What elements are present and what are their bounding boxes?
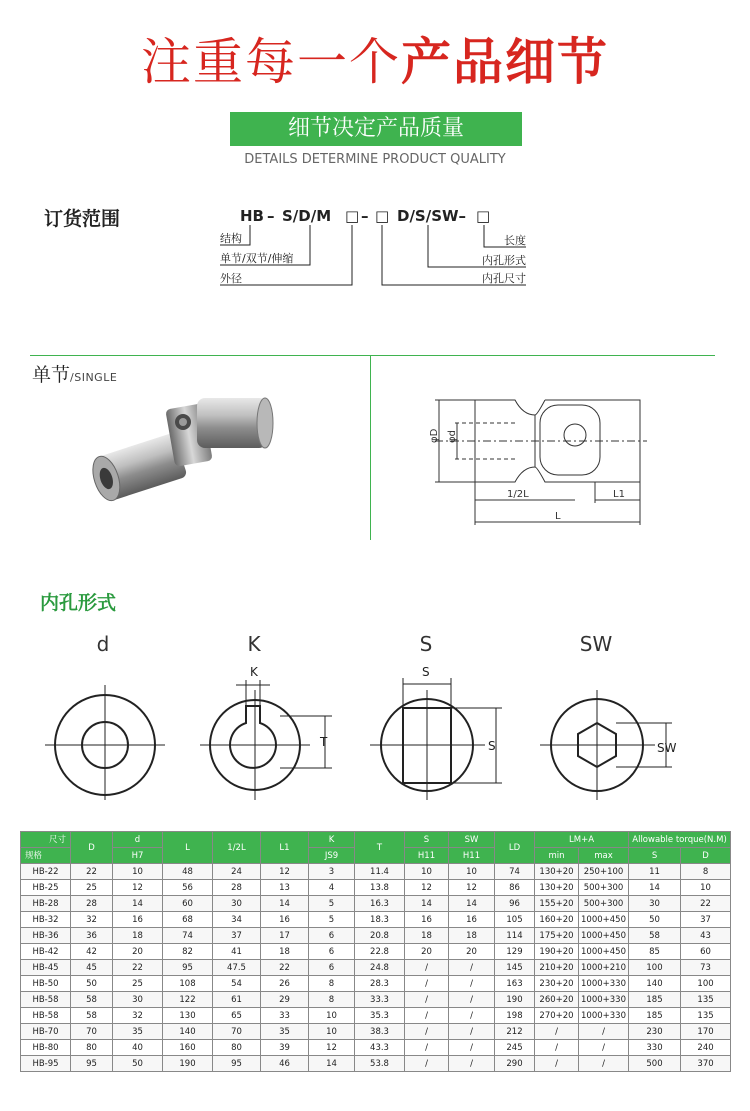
table-cell: 3 [309,864,355,880]
table-cell: 13 [261,880,309,896]
table-cell: 16.3 [355,896,405,912]
table-cell: 1000+450 [579,912,629,928]
table-cell: 14 [629,880,681,896]
table-cell: 10 [449,864,495,880]
table-cell: 155+20 [535,896,579,912]
table-cell: 61 [213,992,261,1008]
table-row [21,1008,731,1024]
table-cell: 212 [495,1024,535,1040]
table-cell: 114 [495,928,535,944]
table-cell: 130+20 [535,864,579,880]
table-cell: 210+20 [535,960,579,976]
dim-phi-d: φd [447,430,458,443]
table-row [21,1056,731,1072]
table-cell: 10 [309,1008,355,1024]
table-cell: 95 [163,960,213,976]
table-cell: 22 [71,864,113,880]
table-cell: 30 [629,896,681,912]
table-cell: 73 [681,960,731,976]
single-subtitle: /SINGLE [70,371,118,384]
table-cell: 70 [71,1024,113,1040]
table-cell: / [449,1024,495,1040]
table-cell: 18 [261,944,309,960]
table-cell: 1000+330 [579,1008,629,1024]
table-cell: 260+20 [535,992,579,1008]
table-cell: HB-32 [21,912,71,928]
table-cell: 26 [261,976,309,992]
table-cell: 58 [71,992,113,1008]
table-cell: 1000+330 [579,976,629,992]
table-cell: / [405,1024,449,1040]
header-torque-D: D [681,848,731,864]
table-cell: HB-70 [21,1024,71,1040]
header-spec: 规格 [21,848,71,864]
table-cell: 25 [71,880,113,896]
dim-phi-D: φD [429,428,440,443]
table-cell: 100 [681,976,731,992]
table-cell: 18 [449,928,495,944]
table-cell: 16 [113,912,163,928]
table-cell: 17 [261,928,309,944]
title-part-1: 注重每一个 [141,33,401,91]
table-cell: 240 [681,1040,731,1056]
label-type: 单节/双节/伸缩 [220,252,294,265]
table-cell: 86 [495,880,535,896]
table-cell: / [535,1056,579,1072]
table-cell: 20 [405,944,449,960]
s-dim-label-side: S [488,739,496,753]
table-cell: / [449,976,495,992]
table-cell: 1000+450 [579,928,629,944]
label-length: 长度 [504,234,526,247]
table-cell: HB-58 [21,1008,71,1024]
code-box-1: □ [345,207,360,225]
k-dim-label: K [250,665,258,679]
table-cell: 22 [261,960,309,976]
header-min: min [535,848,579,864]
table-cell: 190 [495,992,535,1008]
table-cell: 22 [113,960,163,976]
dim-half-L: 1/2L [507,489,529,500]
table-cell: / [405,976,449,992]
table-row [21,864,731,880]
table-cell: 190+20 [535,944,579,960]
s-dim-label-top: S [422,665,430,679]
table-cell: 10 [681,880,731,896]
table-cell: 24.8 [355,960,405,976]
table-cell: 22 [681,896,731,912]
table-row [21,912,731,928]
table-cell: 20 [113,944,163,960]
table-cell: HB-22 [21,864,71,880]
table-cell: 54 [213,976,261,992]
table-cell: 8 [309,992,355,1008]
sw-dim-label: SW [657,741,677,755]
table-cell: 70 [213,1024,261,1040]
table-cell: 45 [71,960,113,976]
table-cell: 175+20 [535,928,579,944]
table-cell: 5 [309,896,355,912]
quality-banner: 细节决定产品质量 [230,112,522,146]
table-cell: / [449,1008,495,1024]
table-cell: 36 [71,928,113,944]
table-cell: 130 [163,1008,213,1024]
table-cell: 370 [681,1056,731,1072]
table-cell: 35 [261,1024,309,1040]
table-cell: 35.3 [355,1008,405,1024]
table-cell: 20.8 [355,928,405,944]
table-cell: 8 [681,864,731,880]
table-cell: 50 [113,1056,163,1072]
table-cell: 10 [405,864,449,880]
table-cell: HB-58 [21,992,71,1008]
table-cell: 74 [163,928,213,944]
header-LD: LD [495,832,535,864]
table-cell: 1000+210 [579,960,629,976]
table-cell: 4 [309,880,355,896]
table-cell: 140 [163,1024,213,1040]
header-S-tolerance: H11 [405,848,449,864]
table-cell: 6 [309,944,355,960]
table-cell: 85 [629,944,681,960]
table-cell: 185 [629,992,681,1008]
table-cell: 30 [213,896,261,912]
table-cell: 96 [495,896,535,912]
header-L1: L1 [261,832,309,864]
header-SW: SW [449,832,495,848]
table-cell: / [579,1040,629,1056]
table-cell: 190 [163,1056,213,1072]
table-cell: 185 [629,1008,681,1024]
table-cell: 95 [71,1056,113,1072]
header-d: d [113,832,163,848]
single-title: 单节 [32,364,71,386]
header-torque-S: S [629,848,681,864]
label-bore-size: 内孔尺寸 [482,272,526,285]
order-code-diagram [210,205,540,290]
table-cell: 130+20 [535,880,579,896]
header-d-tolerance: H7 [113,848,163,864]
table-cell: 65 [213,1008,261,1024]
table-cell: / [535,1024,579,1040]
table-cell: 10 [309,1024,355,1040]
table-cell: 43.3 [355,1040,405,1056]
table-cell: 60 [163,896,213,912]
code-sdm: S/D/M [282,207,332,225]
header-K-tolerance: JS9 [309,848,355,864]
table-cell: / [405,1008,449,1024]
label-structure: 结构 [220,232,242,245]
table-cell: 500+300 [579,880,629,896]
table-cell: HB-36 [21,928,71,944]
banner-subtitle: DETAILS DETERMINE PRODUCT QUALITY [244,152,506,167]
table-cell: / [449,960,495,976]
table-cell: 43 [681,928,731,944]
code-box-3: □ [476,207,491,225]
table-cell: / [449,992,495,1008]
header-L: L [163,832,213,864]
section-divider-vertical [370,355,371,540]
table-cell: 32 [71,912,113,928]
header-size: 尺寸 [21,832,71,848]
label-bore-form: 内孔形式 [482,254,526,267]
table-cell: 170 [681,1024,731,1040]
table-cell: 60 [681,944,731,960]
table-cell: 34 [213,912,261,928]
table-cell: / [405,1040,449,1056]
table-cell: HB-42 [21,944,71,960]
table-cell: 38.3 [355,1024,405,1040]
table-cell: 28 [213,880,261,896]
table-cell: 40 [113,1040,163,1056]
table-cell: 30 [113,992,163,1008]
single-joint-drawing [415,385,655,535]
table-cell: / [579,1024,629,1040]
table-cell: 29 [261,992,309,1008]
table-cell: 33 [261,1008,309,1024]
table-cell: 11.4 [355,864,405,880]
code-box-2: □ [375,207,390,225]
table-row [21,880,731,896]
table-cell: 100 [629,960,681,976]
table-cell: HB-95 [21,1056,71,1072]
table-cell: 108 [163,976,213,992]
table-cell: 245 [495,1040,535,1056]
header-S: S [405,832,449,848]
table-cell: HB-45 [21,960,71,976]
table-cell: 25 [113,976,163,992]
table-cell: / [449,1056,495,1072]
table-cell: 10 [113,864,163,880]
table-cell: 53.8 [355,1056,405,1072]
section-divider-horizontal [30,355,715,356]
table-cell: 135 [681,1008,731,1024]
table-cell: HB-50 [21,976,71,992]
table-cell: 12 [309,1040,355,1056]
table-cell: 28.3 [355,976,405,992]
table-cell: 16 [405,912,449,928]
table-cell: 50 [629,912,681,928]
table-cell: 32 [113,1008,163,1024]
bore-forms-drawing [40,660,730,800]
table-cell: 37 [213,928,261,944]
header-max: max [579,848,629,864]
title-part-2: 产品细节 [401,33,609,91]
table-cell: 145 [495,960,535,976]
table-cell: 20 [449,944,495,960]
table-cell: 56 [163,880,213,896]
table-row [21,944,731,960]
table-cell: 47.5 [213,960,261,976]
table-cell: 12 [449,880,495,896]
table-cell: 14 [309,1056,355,1072]
table-cell: 105 [495,912,535,928]
table-cell: 330 [629,1040,681,1056]
bore-label-k: K [247,632,261,656]
table-cell: 28 [71,896,113,912]
table-cell: HB-80 [21,1040,71,1056]
table-cell: 16 [449,912,495,928]
bore-label-sw: SW [579,632,613,656]
table-cell: 140 [629,976,681,992]
table-cell: 135 [681,992,731,1008]
table-cell: 41 [213,944,261,960]
table-cell: 50 [71,976,113,992]
table-row [21,928,731,944]
table-cell: 6 [309,928,355,944]
table-cell: 230+20 [535,976,579,992]
table-cell: 14 [261,896,309,912]
table-cell: 14 [405,896,449,912]
table-cell: 58 [629,928,681,944]
table-cell: 500 [629,1056,681,1072]
header-T: T [355,832,405,864]
table-cell: 80 [71,1040,113,1056]
header-torque: Allowable torque(N.M) [629,832,731,848]
table-cell: 163 [495,976,535,992]
label-outer-diameter: 外径 [220,272,242,285]
single-section-title [32,360,117,387]
table-cell: 24 [213,864,261,880]
spec-table [20,831,731,1072]
table-cell: 11 [629,864,681,880]
table-row [21,1040,731,1056]
table-cell: 35 [113,1024,163,1040]
table-cell: 160+20 [535,912,579,928]
header-K: K [309,832,355,848]
code-dash-2: – [361,207,369,225]
table-row [21,896,731,912]
table-cell: 198 [495,1008,535,1024]
table-row [21,1024,731,1040]
table-cell: 80 [213,1040,261,1056]
table-cell: 18 [113,928,163,944]
table-cell: 5 [309,912,355,928]
dim-L: L [555,511,561,522]
table-cell: HB-25 [21,880,71,896]
table-cell: 48 [163,864,213,880]
table-cell: 39 [261,1040,309,1056]
table-cell: 82 [163,944,213,960]
table-cell: 14 [113,896,163,912]
header-D: D [71,832,113,864]
table-cell: / [405,1056,449,1072]
table-cell: 68 [163,912,213,928]
code-dssw: D/S/SW– [397,207,467,225]
table-row [21,992,731,1008]
table-cell: 14 [449,896,495,912]
table-cell: 46 [261,1056,309,1072]
table-cell: 12 [405,880,449,896]
table-cell: 122 [163,992,213,1008]
spec-table-body [21,864,731,1072]
header-lm-a: LM+A [535,832,629,848]
table-cell: 290 [495,1056,535,1072]
table-cell: / [579,1056,629,1072]
table-cell: 500+300 [579,896,629,912]
bore-label-s: S [419,632,433,656]
table-cell: 18 [405,928,449,944]
dim-L1: L1 [613,489,625,500]
table-cell: 160 [163,1040,213,1056]
table-cell: 95 [213,1056,261,1072]
table-cell: 1000+330 [579,992,629,1008]
page-title [0,30,750,94]
table-cell: 270+20 [535,1008,579,1024]
header-half-L: 1/2L [213,832,261,864]
table-row [21,976,731,992]
table-cell: / [535,1040,579,1056]
table-cell: 42 [71,944,113,960]
header-SW-tolerance: H11 [449,848,495,864]
table-row [21,960,731,976]
table-cell: / [405,992,449,1008]
table-cell: 1000+450 [579,944,629,960]
table-cell: 22.8 [355,944,405,960]
table-cell: HB-28 [21,896,71,912]
order-range-title: 订货范围 [44,208,121,230]
table-cell: 230 [629,1024,681,1040]
bore-form-title: 内孔形式 [40,592,117,614]
table-cell: / [405,960,449,976]
table-cell: 13.8 [355,880,405,896]
table-cell: 12 [113,880,163,896]
table-cell: 74 [495,864,535,880]
table-cell: 16 [261,912,309,928]
table-cell: 58 [71,1008,113,1024]
code-dash-1: – [267,207,275,225]
table-cell: 18.3 [355,912,405,928]
t-dim-label: T [320,735,328,749]
table-cell: 37 [681,912,731,928]
table-cell: 129 [495,944,535,960]
code-hb: HB [240,207,264,225]
table-cell: 8 [309,976,355,992]
table-cell: 6 [309,960,355,976]
universal-joint-photo [85,388,275,508]
table-cell: 33.3 [355,992,405,1008]
table-cell: 12 [261,864,309,880]
table-cell: 250+100 [579,864,629,880]
bore-label-d: d [96,632,110,656]
table-cell: / [449,1040,495,1056]
